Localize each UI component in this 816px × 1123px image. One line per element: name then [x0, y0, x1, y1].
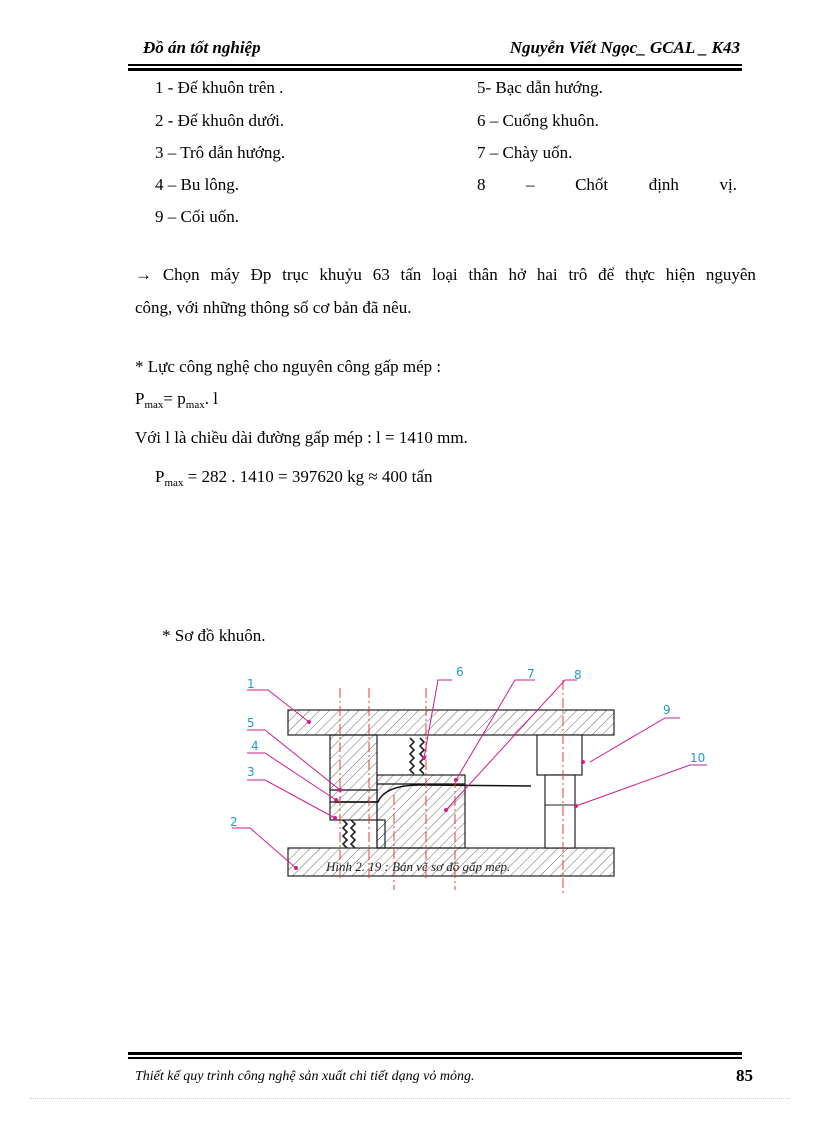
upper-die-plate: [288, 710, 614, 735]
diagram-label-8: 8: [574, 668, 582, 682]
stripper: [330, 802, 377, 820]
legend-item-6: 6 – Cuống khuôn.: [477, 111, 599, 130]
legend-item-8: 8 – Chốt định vị.: [477, 175, 737, 194]
footer-rule-thin: [128, 1057, 742, 1059]
legend-item-1: 1 - Đế khuôn trên .: [155, 78, 284, 97]
header-right: Nguyễn Viết Ngọc_ GCAL _ K43: [509, 38, 740, 57]
diagram-label-6: 6: [456, 665, 464, 679]
diagram-label-2: 2: [230, 815, 238, 829]
header-rule-thick: [128, 68, 742, 71]
diagram-label-4: 4: [251, 739, 259, 753]
legend-item-2: 2 - Đế khuôn dưới.: [155, 111, 285, 130]
page-bottom-dots: [30, 1098, 790, 1099]
header-left: Đồ án tốt nghiệp: [143, 38, 261, 57]
guide-pin: [545, 775, 575, 848]
legend-item-3: 3 – Trô dẫn hướng.: [155, 143, 286, 162]
diagram-label-3: 3: [247, 765, 255, 779]
header-rule-thin: [128, 64, 742, 66]
footer-rule-thick: [128, 1052, 742, 1055]
result-line: $P_{max} = 282$ . 1410 = 397620 kg ≈ 400 tấn: [155, 467, 433, 489]
bending-die: [377, 784, 465, 848]
guide-post-head: [537, 735, 582, 775]
paragraph-line-1: → Chọn máy Đp trục khuỷu 63 tấn loại thân hở hai trô để thực hiện nguyên: [135, 265, 756, 284]
punch-holder: [330, 735, 377, 790]
legend-item-5: 5- Bạc dẫn hướng.: [477, 78, 603, 97]
die-post: [377, 820, 385, 848]
legend-item-7: 7 – Chày uốn.: [477, 143, 573, 162]
diagram-label-1: 1: [247, 677, 255, 691]
diagram-label-10: 10: [690, 751, 706, 765]
paragraph-line-2: công, với những thông số cơ bản đã nêu.: [135, 298, 412, 317]
diagram-label-7: 7: [527, 667, 535, 681]
die-diagram: [225, 660, 706, 898]
legend-item-4: 4 – Bu lông.: [155, 175, 240, 194]
diagram-caption: Hình 2. 19 : Bản vẽ sơ đồ gấp mép.: [326, 859, 511, 874]
punch: [377, 775, 465, 784]
diagram-heading: * Sơ đồ khuôn.: [162, 626, 266, 645]
footer-text: Thiết kế quy trình công nghệ sản xuất chi tiết dạng vỏ mỏng.: [135, 1069, 475, 1084]
diagram-label-9: 9: [663, 703, 671, 717]
legend-item-9: 9 – Cối uốn.: [155, 207, 240, 226]
length-line: Với l là chiều dài đường gấp mép : l = 1410 mm.: [135, 428, 468, 447]
formula-line: $P_{max}= p_{max}$. l: [135, 389, 218, 411]
force-heading: * Lực công nghệ cho nguyên công gấp mép :: [135, 357, 442, 376]
diagram-label-5: 5: [247, 716, 255, 730]
page-number: 85: [736, 1066, 753, 1085]
